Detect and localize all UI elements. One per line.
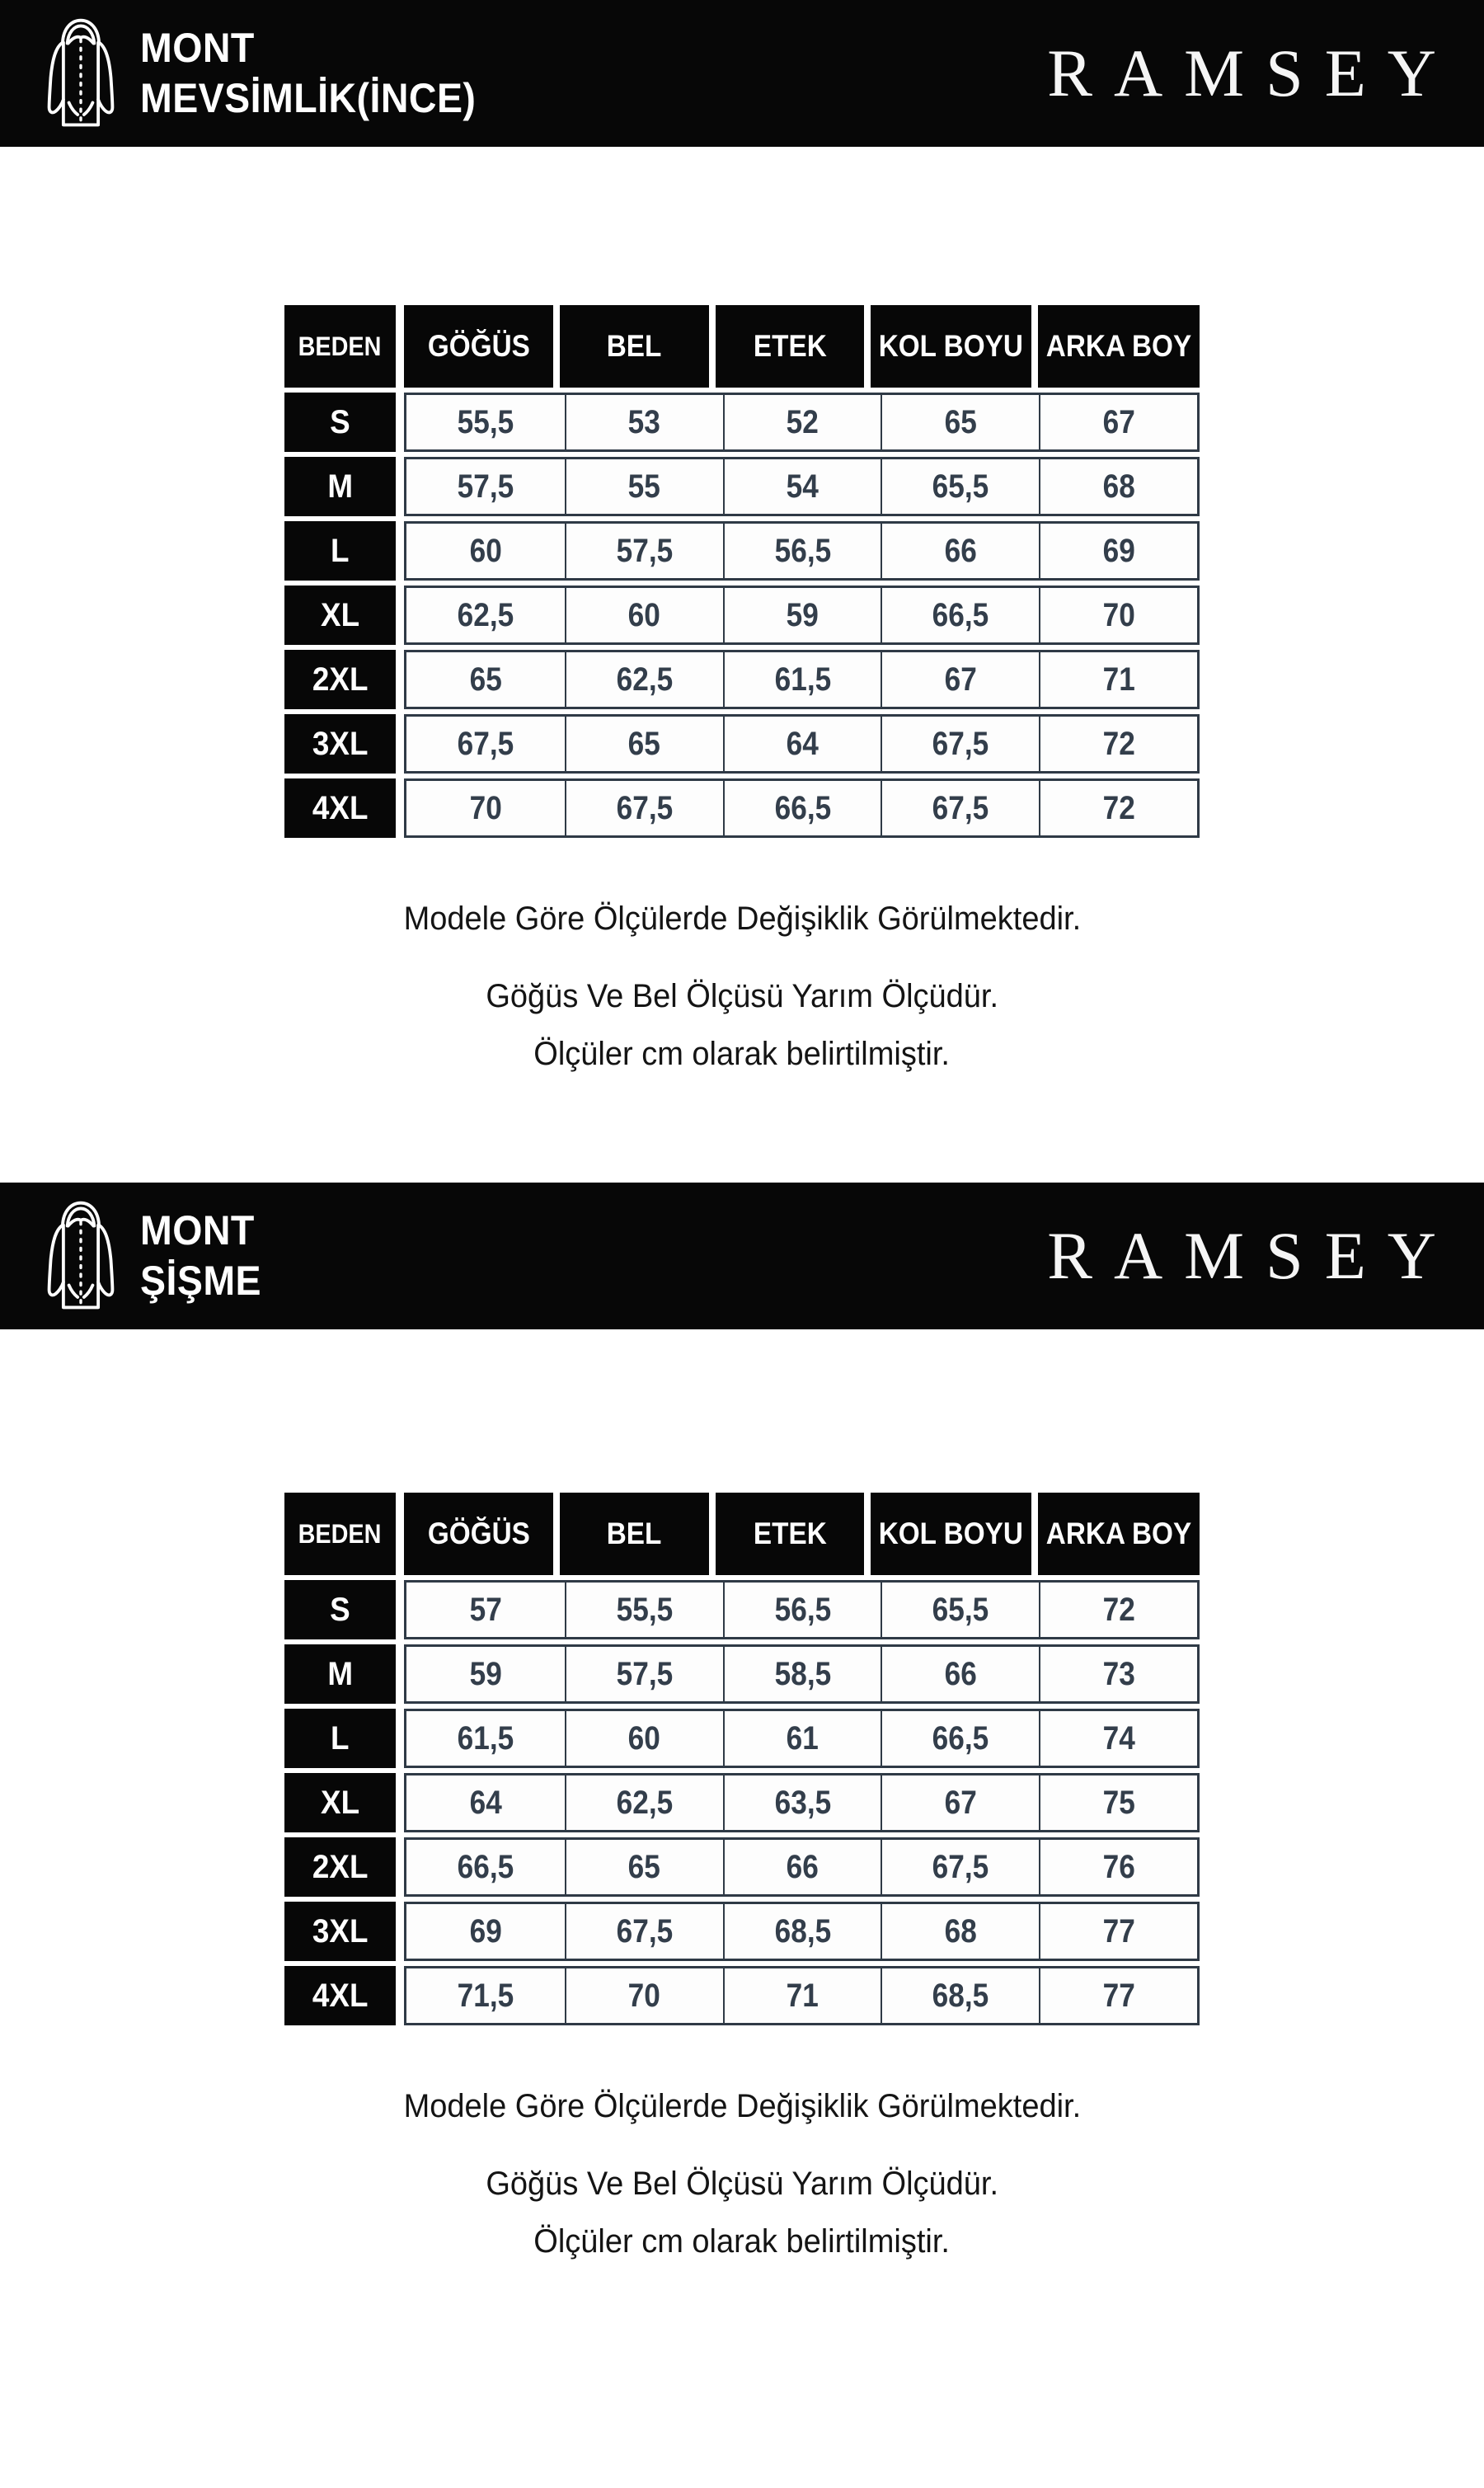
measurement-cell: 71,5 [457,1977,514,2014]
table-row-m [284,457,1200,516]
brand-logo-text: RAMSEY [1047,1218,1458,1293]
measurement-cell: 65,5 [881,1583,1039,1637]
measurement-cell: 54 [723,459,881,514]
note-line: Modele Göre Ölçülerde Değişiklik Görülmektedir. [403,901,1081,937]
size-cell: XL [284,1773,396,1832]
jacket-icon [41,1194,120,1318]
header-cell-kol-boyu: KOL BOYU [871,305,1031,388]
header-cell-kol-boyu: KOL BOYU [871,1493,1031,1575]
measurement-cell: 67 [1039,395,1197,449]
measurement-cell: 62,5 [565,1775,723,1830]
measurement-cell: 61,5 [723,652,881,707]
measurement-cell: 66,5 [457,1848,514,1885]
measurement-cell: 68,5 [881,1968,1039,2023]
measurement-cell: 68 [881,1904,1039,1959]
product-title-line1: MONT [140,1207,255,1253]
table-row-4xl [284,778,1200,838]
measurement-cell: 59 [469,1655,502,1692]
measurement-cell: 62,5 [457,596,514,633]
measurement-cell: 55,5 [565,1583,723,1637]
size-cell: S [284,393,396,452]
size-cell: M [284,457,396,516]
measurement-cell: 60 [565,588,723,642]
size-cell: S [284,1580,396,1639]
measurement-cell: 66 [723,1840,881,1894]
measurement-cell: 57,5 [565,524,723,578]
measurement-cell: 72 [1039,717,1197,771]
table-header-row [284,1493,1200,1575]
product-title-line1: MONT [140,25,255,71]
note-line: Göğüs Ve Bel Ölçüsü Yarım Ölçüdür. [486,2166,998,2202]
measurement-cell: 60 [565,1711,723,1766]
measurement-cell: 56,5 [723,1583,881,1637]
measurement-cell: 57,5 [457,468,514,505]
measurement-cell: 77 [1039,1968,1197,2023]
size-cell: L [284,1709,396,1768]
product-title-line2: MEVSİMLİK(İNCE) [140,75,477,121]
measurement-cell: 71 [1039,652,1197,707]
measurement-cell: 66,5 [881,588,1039,642]
measurement-cell: 68 [1039,459,1197,514]
table-row-xl [284,1773,1200,1832]
header-cell-gogus: GÖĞÜS [404,1493,553,1575]
table-row-l [284,521,1200,581]
size-cell: 3XL [284,714,396,774]
size-cell: XL [284,586,396,645]
measurement-cell: 67,5 [881,781,1039,835]
size-cell: 2XL [284,650,396,709]
measurement-cell: 65 [469,661,502,698]
measurement-cell: 58,5 [723,1647,881,1701]
header-cell-gogus: GÖĞÜS [404,305,553,388]
measurement-cell: 60 [469,532,502,569]
brand-logo-text: RAMSEY [1047,35,1458,111]
measurement-cell: 74 [1039,1711,1197,1766]
measurement-cell: 67,5 [457,725,514,762]
note-line: Göğüs Ve Bel Ölçüsü Yarım Ölçüdür. [486,978,998,1014]
measurement-cell: 72 [1039,1583,1197,1637]
size-cell: 4XL [284,778,396,838]
table-row-m [284,1644,1200,1704]
measurement-cell: 66,5 [723,781,881,835]
measurement-cell: 57 [469,1591,502,1628]
size-cell: 2XL [284,1837,396,1897]
measurement-cell: 65 [881,395,1039,449]
measurement-notes [0,899,1484,1074]
measurement-cell: 55 [565,459,723,514]
size-table-mevsimlik [284,305,1200,838]
measurement-notes [0,2086,1484,2261]
measurement-cell: 67 [881,652,1039,707]
measurement-cell: 71 [723,1968,881,2023]
table-row-2xl [284,650,1200,709]
measurement-cell: 66,5 [881,1711,1039,1766]
table-row-3xl [284,714,1200,774]
header-cell-etek: ETEK [716,305,865,388]
header-cell-beden: BEDEN [284,1493,396,1575]
measurement-cell: 62,5 [565,652,723,707]
measurement-cell: 67,5 [881,1840,1039,1894]
brand-bar-sisme [0,1183,1484,1329]
header-cell-bel: BEL [560,305,709,388]
product-title [140,23,476,124]
measurement-cell: 68,5 [723,1904,881,1959]
measurement-cell: 64 [723,717,881,771]
table-row-s [284,393,1200,452]
measurement-cell: 65 [565,717,723,771]
measurement-cell: 75 [1039,1775,1197,1830]
measurement-cell: 52 [723,395,881,449]
header-cell-arka-boy: ARKA BOY [1038,1493,1200,1575]
measurement-cell: 69 [469,1912,502,1949]
measurement-cell: 66 [881,524,1039,578]
measurement-cell: 56,5 [723,524,881,578]
measurement-cell: 67,5 [881,717,1039,771]
jacket-icon [41,12,120,135]
measurement-cell: 70 [565,1968,723,2023]
size-cell: M [284,1644,396,1704]
measurement-cell: 66 [881,1647,1039,1701]
measurement-cell: 67 [881,1775,1039,1830]
measurement-cell: 70 [469,789,502,826]
brand-bar-mevsimlik [0,0,1484,147]
header-cell-bel: BEL [560,1493,709,1575]
measurement-cell: 53 [565,395,723,449]
table-row-xl [284,586,1200,645]
size-cell: 4XL [284,1966,396,2025]
size-table-sisme [284,1493,1200,2025]
product-title-line2: ŞİŞME [140,1258,262,1304]
header-cell-etek: ETEK [716,1493,865,1575]
header-cell-beden: BEDEN [284,305,396,388]
measurement-cell: 57,5 [565,1647,723,1701]
measurement-cell: 76 [1039,1840,1197,1894]
measurement-cell: 65 [565,1840,723,1894]
measurement-cell: 64 [469,1784,502,1821]
table-row-l [284,1709,1200,1768]
measurement-cell: 67,5 [565,1904,723,1959]
product-title [140,1206,261,1306]
note-line: Ölçüler cm olarak belirtilmiştir. [533,1036,951,1072]
measurement-cell: 61 [723,1711,881,1766]
measurement-cell: 70 [1039,588,1197,642]
measurement-cell: 77 [1039,1904,1197,1959]
measurement-cell: 72 [1039,781,1197,835]
measurement-cell: 63,5 [723,1775,881,1830]
table-row-2xl [284,1837,1200,1897]
measurement-cell: 69 [1039,524,1197,578]
table-row-s [284,1580,1200,1639]
measurement-cell: 73 [1039,1647,1197,1701]
size-cell: 3XL [284,1902,396,1961]
note-line: Modele Göre Ölçülerde Değişiklik Görülmektedir. [403,2088,1081,2124]
measurement-cell: 61,5 [457,1719,514,1757]
note-line: Ölçüler cm olarak belirtilmiştir. [533,2223,951,2260]
measurement-cell: 55,5 [457,403,514,440]
table-row-3xl [284,1902,1200,1961]
size-cell: L [284,521,396,581]
table-row-4xl [284,1966,1200,2025]
measurement-cell: 59 [723,588,881,642]
header-cell-arka-boy: ARKA BOY [1038,305,1200,388]
table-header-row [284,305,1200,388]
measurement-cell: 67,5 [565,781,723,835]
measurement-cell: 65,5 [881,459,1039,514]
